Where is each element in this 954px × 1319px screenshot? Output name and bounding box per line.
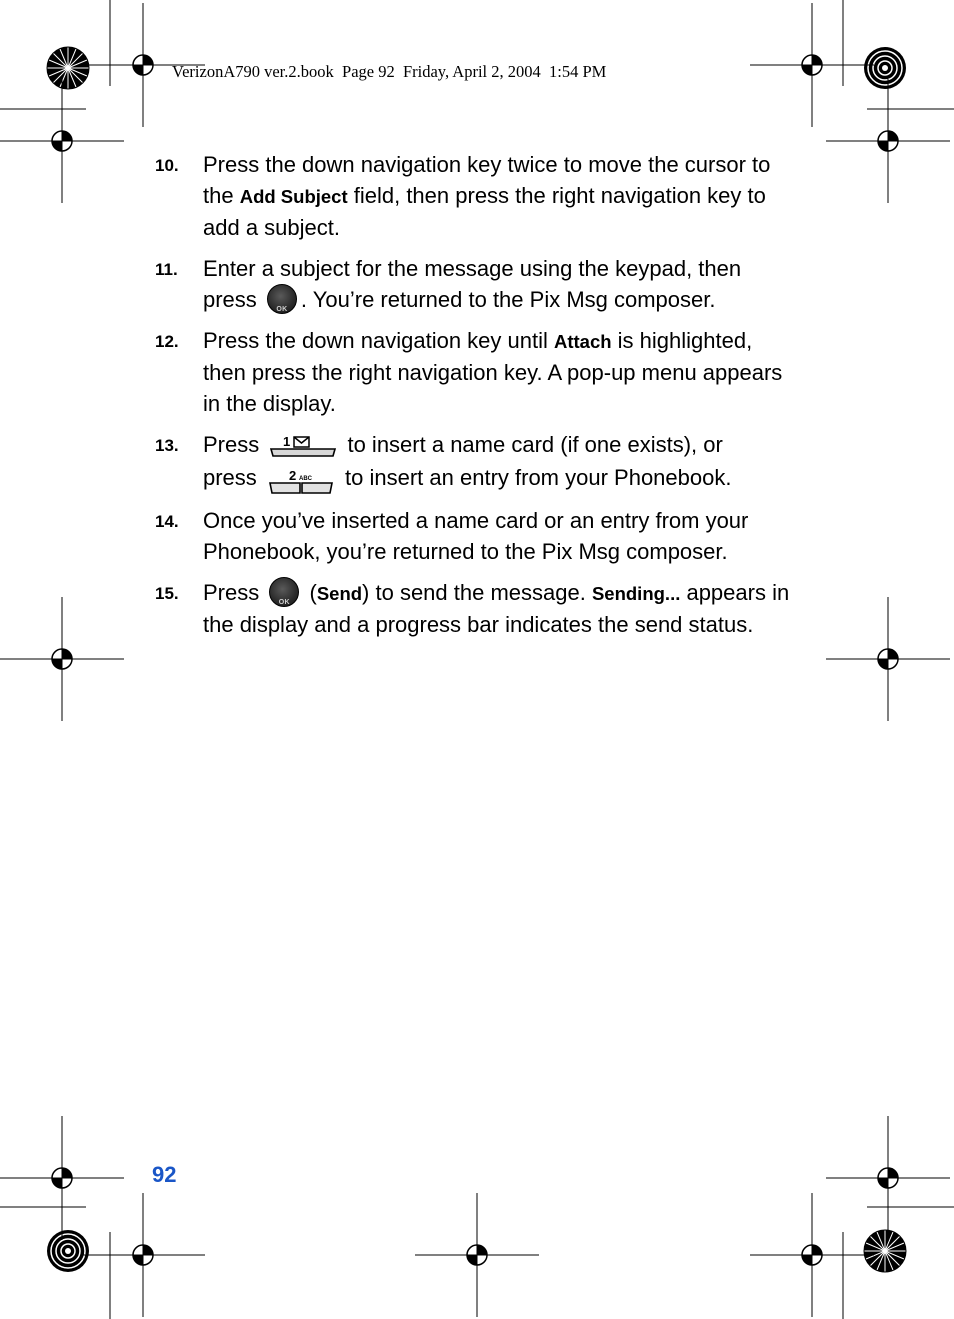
list-item: 13. Press 1 to insert a name card (if one exists), or press 2 ABC to insert an entry from your Phonebook. [155,429,795,495]
step-number: 12. [155,332,179,351]
list-item: 10. Press the down navigation key twice to move the cursor to the Add Subject field, then press the right navigation key to add a subject. [155,152,771,240]
svg-text:1: 1 [283,434,291,449]
key-2-abc-icon [267,467,335,495]
instruction-list [155,149,795,650]
list-item: 11. Enter a subject for the message using the keypad, then press OK . You’re returned to the Pix Msg composer. [155,256,742,313]
step-number: 15. [155,584,179,603]
list-item: 12. Press the down navigation key until Attach is highlighted, then press the right navigation key. A pop-up menu appears in the display. [155,328,783,416]
ok-key-icon: OK [269,577,299,607]
list-item: 14. Once you’ve inserted a name card or an entry from your Phonebook, you’re returned to the Pix Msg composer. [155,508,749,564]
step-number: 10. [155,156,179,175]
list-item: 15. Press OK (Send) to send the message. Sending... appears in the display and a progress bar indicates the send status. [155,577,795,640]
svg-text:2: 2 [288,468,297,483]
step-number: 11. [155,260,178,279]
svg-text:ABC: ABC [298,476,312,482]
ok-key-icon: OK [267,284,297,314]
print-header: VerizonA790 ver.2.book Page 92 Friday, April 2, 2004 1:54 PM [172,62,607,81]
key-1-envelope-icon [269,434,337,462]
step-number: 14. [155,512,179,531]
step-number: 13. [155,436,179,455]
page-number: 92 [152,1162,177,1187]
